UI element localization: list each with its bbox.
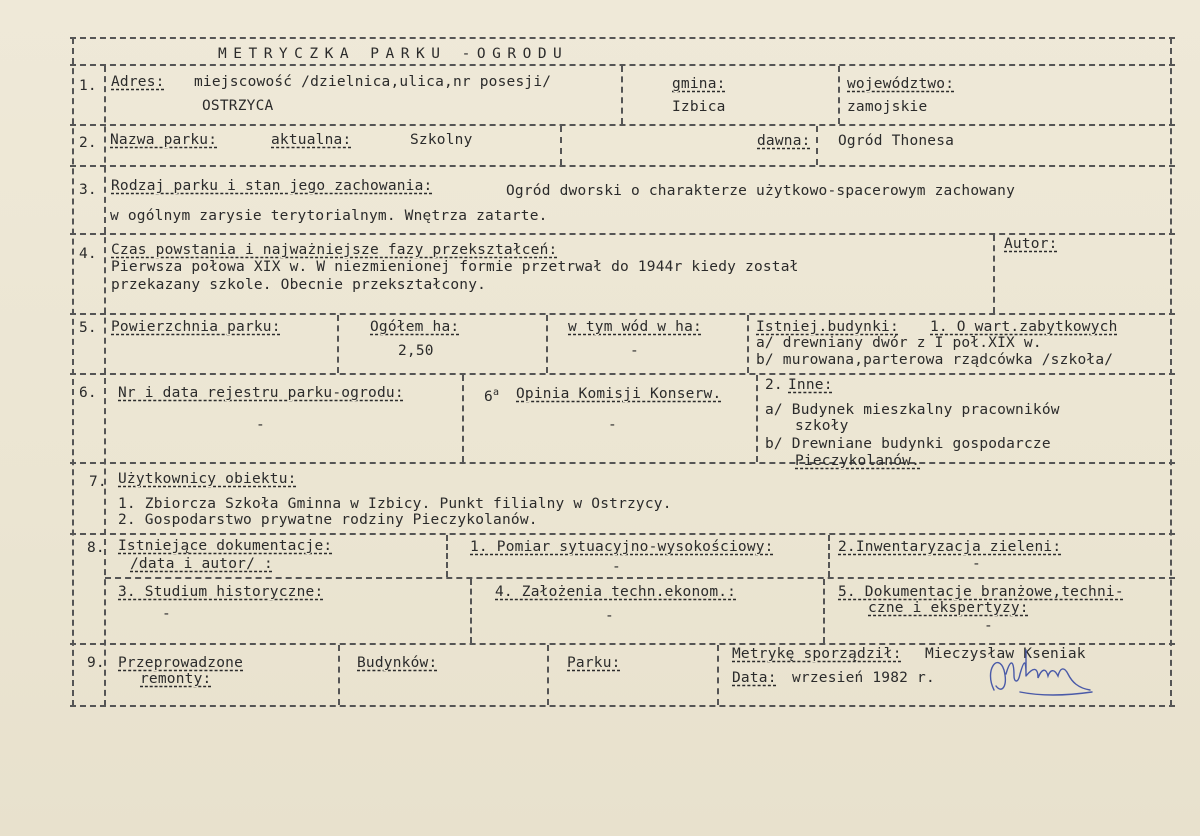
s7-number: 7. — [89, 474, 107, 490]
s2-label: Nazwa parku: — [110, 132, 218, 148]
s5-total-value: 2,50 — [398, 343, 434, 359]
rule-2 — [70, 124, 1175, 126]
rule-3 — [70, 165, 1175, 167]
rule-8 — [70, 533, 1175, 535]
s8-div-d — [823, 579, 825, 643]
s6-opinion-value: - — [608, 417, 617, 433]
s6-div-a — [462, 375, 464, 462]
s9-date-label: Data: — [732, 670, 777, 686]
s5-number: 5. — [79, 320, 97, 336]
s9-date-value: wrzesień 1982 r. — [792, 670, 935, 686]
s8-d5-value: - — [984, 618, 993, 634]
s6-other-b2: Pieczykolanów. — [795, 453, 921, 469]
s9-park-label: Parku: — [567, 655, 621, 671]
s6-div-b — [756, 375, 758, 462]
s4-div — [993, 235, 995, 313]
s1-woj-label: województwo: — [847, 76, 955, 92]
s6-other-b1: b/ Drewniane budynki gospodarcze — [765, 436, 1051, 452]
s2-div-a — [560, 126, 562, 165]
rule-8b — [105, 577, 1175, 579]
s5-div-a — [337, 315, 339, 373]
s9-div-c — [717, 645, 719, 705]
s7-line2: 2. Gospodarstwo prywatne rodziny Pieczykolanów. — [118, 512, 538, 528]
s3-line1: Ogród dworski o charakterze użytkowo-spacerowym zachowany — [506, 183, 1015, 199]
right-border — [1170, 38, 1172, 706]
s5-div-c — [747, 315, 749, 373]
s6-other-number: 2. — [765, 377, 783, 393]
s8-d4-value: - — [605, 608, 614, 624]
s5-buildings-sub: 1. O wart.zabytkowych — [930, 319, 1118, 335]
s4-line2: przekazany szkole. Obecnie przekształcony. — [111, 277, 487, 293]
s6-other-a1: a/ Budynek mieszkalny pracowników — [765, 402, 1060, 418]
s2-current-label: aktualna: — [271, 132, 352, 148]
s6-opinion-number — [484, 385, 499, 405]
s4-line1: Pierwsza połowa XIX w. W niezmienionej formie przetrwał do 1944r kiedy został — [111, 259, 799, 275]
s9-prepared-value: Mieczysław Kseniak — [925, 646, 1086, 662]
s6-other-label: Inne: — [788, 377, 833, 393]
s2-current-value: Szkolny — [410, 132, 473, 148]
rule-5 — [70, 313, 1175, 315]
s7-label: Użytkownicy obiektu: — [118, 471, 297, 487]
s3-line2: w ogólnym zarysie terytorialnym. Wnętrza zatarte. — [110, 208, 548, 224]
s5-area-label: Powierzchnia parku: — [111, 319, 281, 335]
s8-d2-value: - — [972, 556, 981, 572]
s4-label: Czas powstania i najważniejsze fazy przekształceń: — [111, 242, 558, 258]
s1-gmina-label: gmina: — [672, 76, 726, 92]
s4-author-label: Autor: — [1004, 236, 1058, 252]
s8-div-b — [828, 535, 830, 577]
s5-buildings-label: Istniej.budynki: — [756, 319, 899, 335]
s6-opinion-sup: a — [492, 387, 500, 398]
s8-d2-label: 2.Inwentaryzacja zieleni: — [838, 539, 1062, 555]
rule-4 — [70, 233, 1175, 235]
s1-gmina-value: Izbica — [672, 99, 726, 115]
s9-label1: Przeprowadzone — [118, 655, 244, 671]
s9-div-b — [547, 645, 549, 705]
s1-woj-value: zamojskie — [847, 99, 928, 115]
top-rule — [70, 37, 1175, 39]
s8-d3-label: 3. Studium historyczne: — [118, 584, 324, 600]
s8-div-c — [470, 579, 472, 643]
card-title: METRYCZKA PARKU -OGRODU — [218, 46, 569, 62]
s5-water-value: - — [630, 343, 639, 359]
s8-d5-label1: 5. Dokumentacje branżowe,techni- — [838, 584, 1124, 600]
s9-label2: remonty: — [140, 671, 212, 687]
s5-building-b: b/ murowana,parterowa rządcówka /szkoła/ — [756, 352, 1114, 368]
s2-number: 2. — [79, 135, 97, 151]
s9-buildings-label: Budynków: — [357, 655, 438, 671]
s6-opinion-label: Opinia Komisji Konserw. — [516, 386, 722, 402]
s8-label2: /data i autor/ : — [130, 556, 273, 572]
left-border — [72, 38, 74, 706]
s7-line1: 1. Zbiorcza Szkoła Gminna w Izbicy. Punkt filialny w Ostrzycy. — [118, 496, 672, 512]
s6-register-value: - — [256, 417, 265, 433]
s8-label1: Istniejące dokumentacje: — [118, 538, 333, 554]
s2-div-b — [816, 126, 818, 165]
rule-6 — [70, 373, 1175, 375]
s8-d4-label: 4. Założenia techn.ekonom.: — [495, 584, 737, 600]
s9-div-a — [338, 645, 340, 705]
s6-opinion-num: 6 — [484, 388, 493, 405]
s1-address-hint: miejscowość /dzielnica,ulica,nr posesji/ — [194, 74, 552, 90]
s6-other-a2: szkoły — [795, 418, 849, 434]
s8-d1-label: 1. Pomiar sytuacyjno-wysokościowy: — [470, 539, 774, 555]
s3-number: 3. — [79, 182, 97, 198]
s4-number: 4. — [79, 246, 97, 262]
signature — [980, 630, 1100, 700]
s6-register-label: Nr i data rejestru parku-ogrodu: — [118, 385, 404, 401]
rule-7 — [70, 462, 1175, 464]
s3-label: Rodzaj parku i stan jego zachowania: — [111, 178, 433, 194]
bottom-rule — [70, 705, 1175, 707]
s2-former-value: Ogród Thonesa — [838, 133, 955, 149]
s8-d1-value: - — [612, 559, 621, 575]
s8-d5-label2: czne i ekspertyzy: — [868, 600, 1029, 616]
s8-div-a — [446, 535, 448, 577]
s8-d3-value: - — [162, 606, 171, 622]
s5-building-a: a/ drewniany dwór z I poł.XIX w. — [756, 335, 1042, 351]
s1-number: 1. — [79, 78, 97, 94]
s9-prepared-label: Metrykę sporządził: — [732, 646, 902, 662]
s5-total-label: Ogółem ha: — [370, 319, 460, 335]
s6-number: 6. — [79, 385, 97, 401]
s1-address-label: Adres: — [111, 74, 165, 90]
s2-former-label: dawna: — [757, 133, 811, 149]
s5-div-b — [546, 315, 548, 373]
s9-number: 9. — [87, 655, 105, 671]
s1-div-b — [838, 66, 840, 124]
s5-water-label: w tym wód w ha: — [568, 319, 702, 335]
number-col-divider — [104, 66, 106, 706]
s1-address-value: OSTRZYCA — [202, 98, 274, 114]
s8-number: 8. — [87, 540, 105, 556]
s1-div-a — [621, 66, 623, 124]
